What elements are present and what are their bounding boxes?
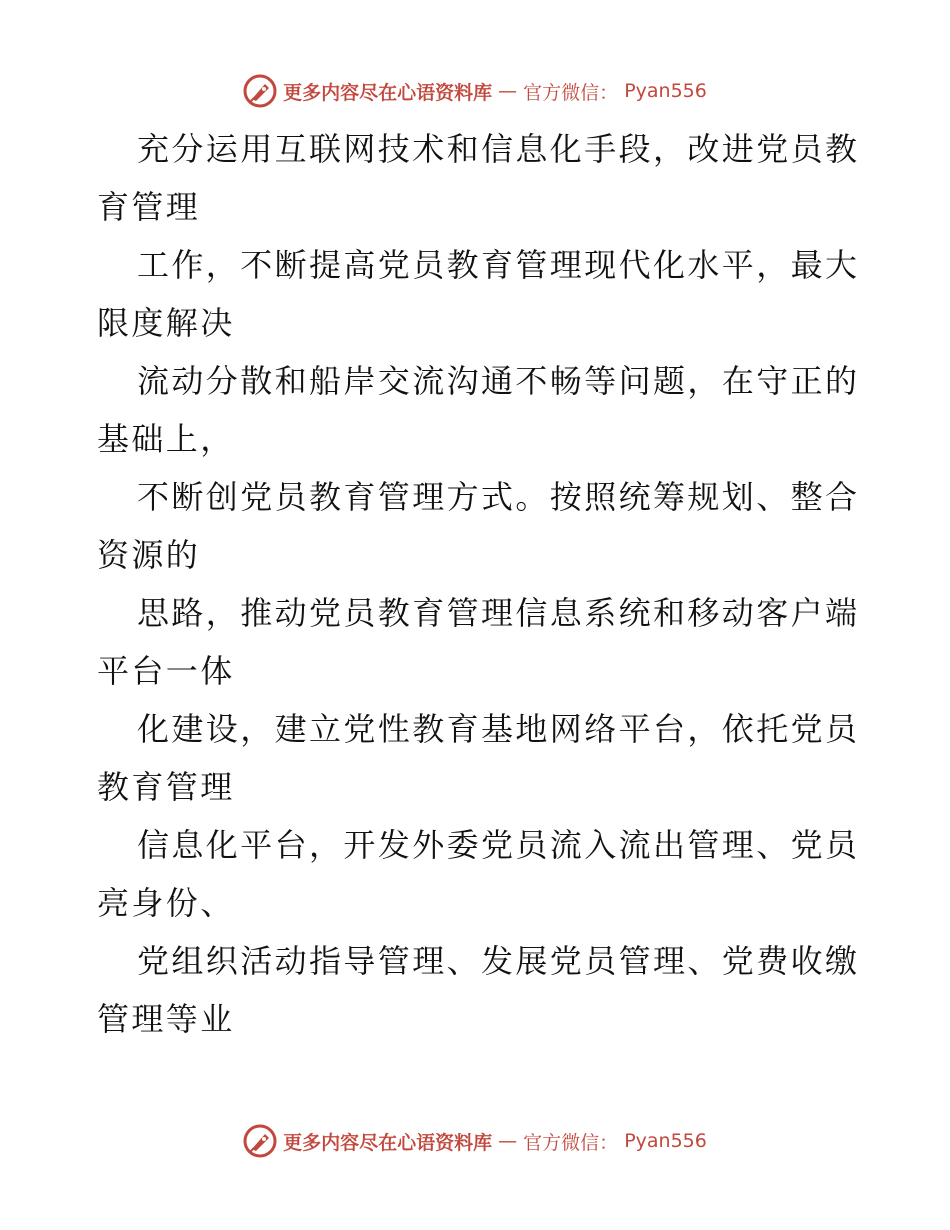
paragraph-line: 充分运用互联网技术和信息化手段，改进党员教 [137,130,860,168]
header-dash: — [498,80,518,102]
paragraph-line: 流动分散和船岸交流沟通不畅等问题，在守正的 [137,362,860,400]
paragraph-line: 党组织活动指导管理、发展党员管理、党费收缴 [137,942,860,980]
paragraph [97,700,860,816]
footer-site-name: 更多内容尽在心语资料库 [283,1131,493,1154]
paragraph [97,932,860,1048]
paragraph-line: 思路，推动党员教育管理信息系统和移动客户端 [137,594,860,632]
paragraph-line: 工作，不断提高党员教育管理现代化水平，最大 [137,246,860,284]
paragraph [97,236,860,352]
paragraph [97,584,860,700]
footer-wechat-label: 官方微信： [523,1131,619,1154]
header-wechat-label: 官方微信： [523,81,619,104]
document-body [97,120,860,1048]
paragraph [97,120,860,236]
paragraph [97,468,860,584]
paragraph-line: 资源的 [97,536,201,574]
header-wechat-id: Pyan556 [624,80,707,102]
paragraph-line: 教育管理 [97,768,235,806]
footer-dash: — [498,1130,518,1152]
header-site-name: 更多内容尽在心语资料库 [283,81,493,104]
paragraph-line: 不断创党员教育管理方式。按照统筹规划、整合 [137,478,860,516]
paragraph-line: 基础上， [97,420,235,458]
paragraph [97,352,860,468]
paragraph-line: 管理等业 [97,1000,235,1038]
paragraph-line: 育管理 [97,188,201,226]
footer-banner [0,1121,950,1161]
paragraph-line: 信息化平台，开发外委党员流入流出管理、党员 [137,826,860,864]
paragraph-line: 平台一体 [97,652,235,690]
footer-wechat-id: Pyan556 [624,1130,707,1152]
pen-nib-logo-icon [243,1124,277,1158]
paragraph-line: 限度解决 [97,304,235,342]
paragraph-line: 化建设，建立党性教育基地网络平台，依托党员 [137,710,860,748]
header-banner [0,71,950,111]
paragraph [97,816,860,932]
pen-nib-logo-icon [243,74,277,108]
paragraph-line: 亮身份、 [97,884,235,922]
